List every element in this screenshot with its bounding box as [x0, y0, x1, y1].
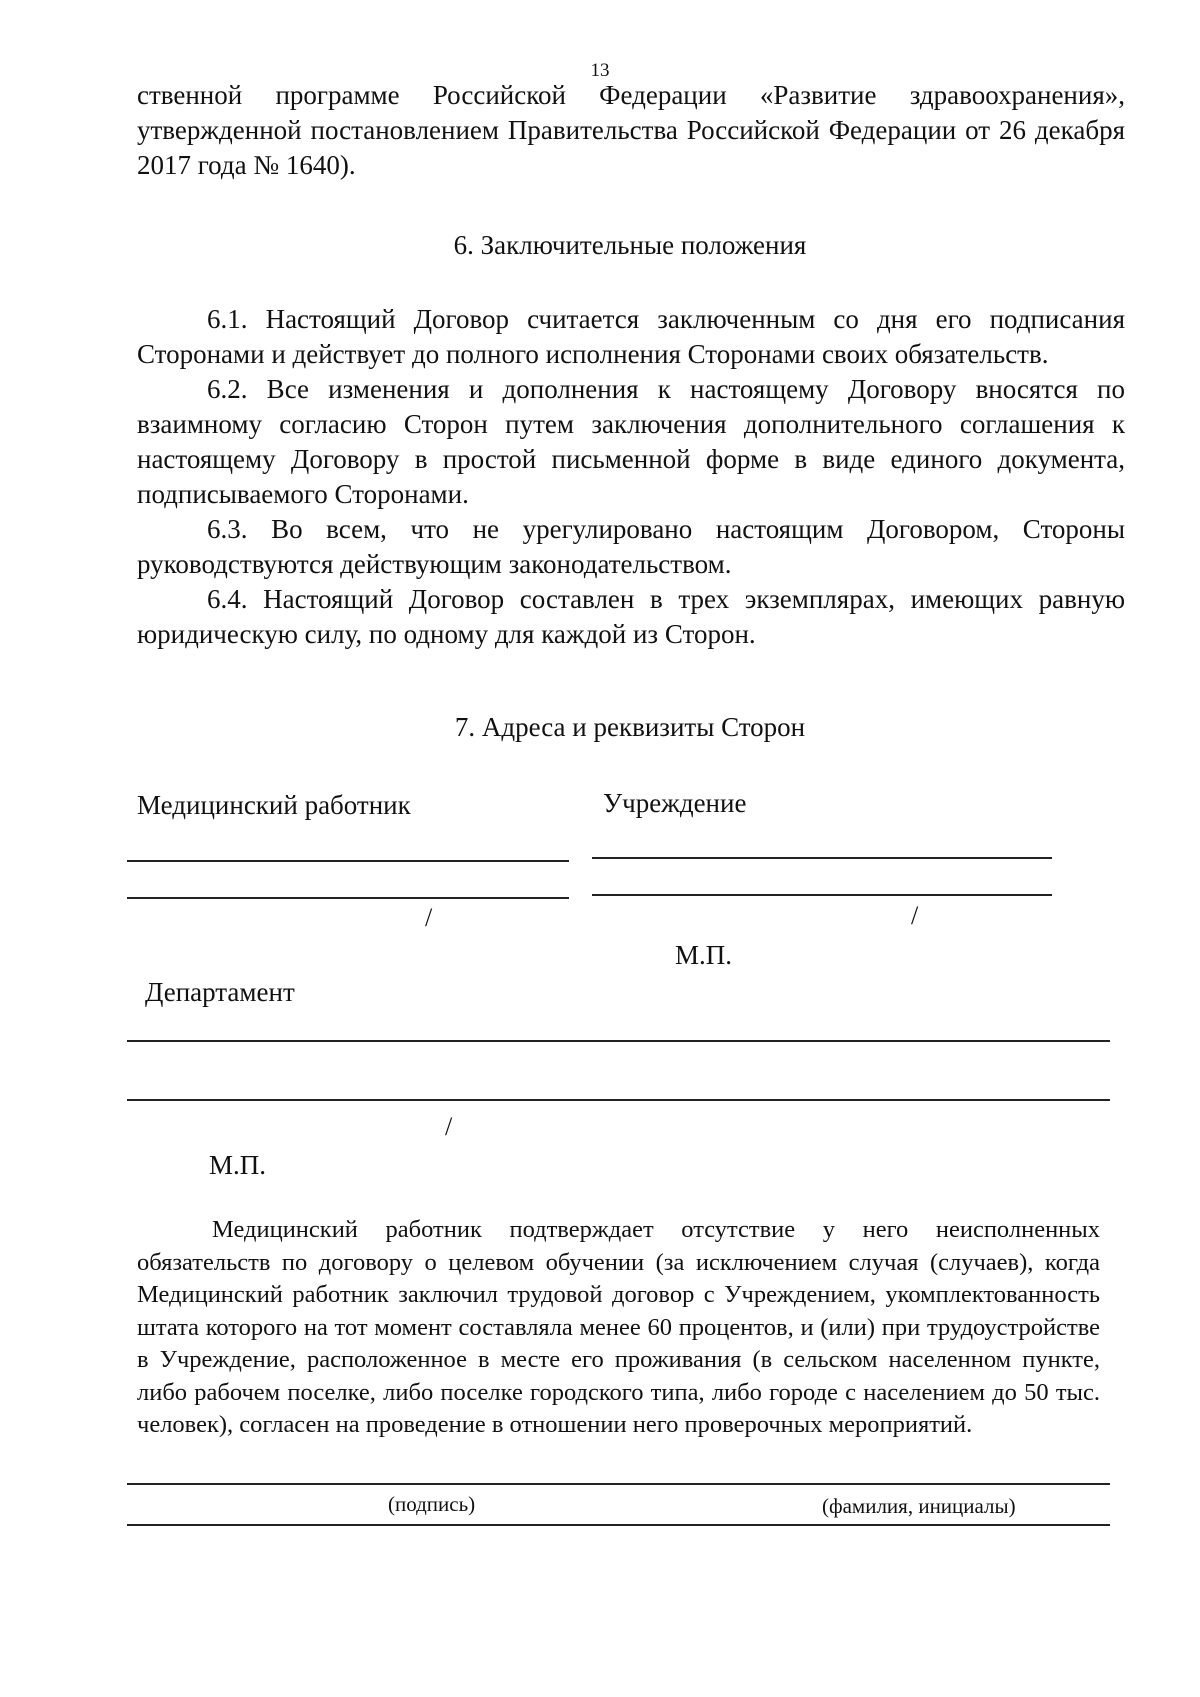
institution-line-1 — [592, 857, 1052, 859]
department-label: Департамент — [145, 977, 295, 1007]
institution-signature-slash: / — [911, 901, 919, 930]
institution-stamp-label: М.П. — [675, 940, 733, 970]
department-line-2 — [127, 1099, 1110, 1101]
clause-6-4: 6.4. Настоящий Договор составлен в трех экземплярах, имеющих равную юридическую силу, по одному для каждой из Сторон. — [137, 584, 1125, 649]
medical-worker-signature-slash: / — [425, 903, 433, 932]
intro-text: ственной программе Российской Федерации «Развитие здравоохранения», утвержденной постановлением Правительства Российской Федерации от 26 декабря 2017 года № 1640). — [137, 80, 1125, 180]
medical-worker-line-2 — [127, 897, 569, 899]
section-6-title: 6. Заключительные положения — [453, 230, 807, 260]
department-line-1 — [127, 1040, 1110, 1042]
signature-line-bottom — [127, 1524, 1110, 1526]
confirmation-paragraph — [137, 1214, 1100, 1442]
name-caption: (фамилия, инициалы) — [822, 1494, 1016, 1518]
clause-6-2: 6.2. Все изменения и дополнения к настоящему Договору вносятся по взаимному согласию Сторон путем заключения дополнительного соглашения к настоящему Договору в простой письменной форме в виде единого документа, подписываемого Сторонами. — [137, 374, 1125, 509]
confirmation-text: Медицинский работник подтверждает отсутствие у него неисполненных обязательств по договору о целевом обучении (за исключением случая (случаев), когда Медицинский работник заключил трудовой договор с Учреждением, укомплектованность штата которого на тот момент составляла менее 60 процентов, и (или) при трудоустройстве в Учреждение, расположенное в месте его проживания (в сельском населенном пункте, либо рабочем поселке, либо поселке городского типа, либо городе с населением до 50 тыс. человек), согласен на проведение в отношении него проверочных мероприятий. — [137, 1216, 1100, 1438]
intro-paragraph — [137, 78, 1125, 183]
medical-worker-label: Медицинский работник — [137, 790, 411, 820]
institution-line-2 — [592, 894, 1052, 896]
section-7-title: 7. Адреса и реквизиты Сторон — [454, 712, 806, 742]
department-signature-slash: / — [445, 1112, 453, 1141]
signature-caption: (подпись) — [388, 1492, 476, 1516]
page-number: 13 — [590, 60, 610, 81]
department-stamp-label: М.П. — [209, 1150, 267, 1180]
section-6-body — [137, 302, 1125, 652]
institution-label: Учреждение — [603, 788, 747, 818]
signature-line-top — [127, 1483, 1110, 1485]
medical-worker-line-1 — [127, 860, 569, 862]
clause-6-1: 6.1. Настоящий Договор считается заключенным со дня его подписания Сторонами и действует до полного исполнения Сторонами своих обязательств. — [137, 304, 1125, 369]
clause-6-3: 6.3. Во всем, что не урегулировано настоящим Договором, Стороны руководствуются действующим законодательством. — [137, 514, 1125, 579]
